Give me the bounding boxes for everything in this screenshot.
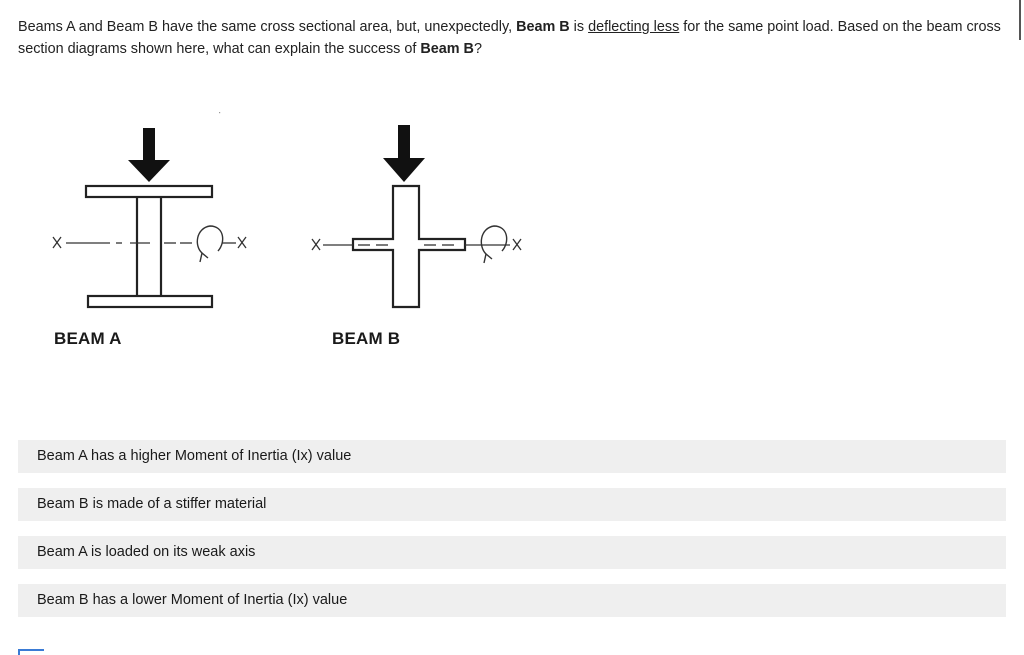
answer-option-1[interactable]	[18, 440, 1006, 473]
beam-a-label: BEAM A	[54, 329, 122, 348]
cross-beam-section	[353, 186, 465, 307]
answer-option-label: Beam B is made of a stiffer material	[37, 496, 267, 512]
rotation-arrow-icon	[197, 226, 222, 262]
question-bold-segment: Beam B	[420, 41, 474, 57]
answer-option-label: Beam A has a higher Moment of Inertia (Ix) value	[37, 448, 352, 464]
answer-option-3[interactable]	[18, 536, 1006, 569]
question-segment: is	[569, 19, 589, 35]
question-segment: Beams A and Beam B have the same cross sectional area, but, unexpectedly,	[18, 19, 517, 35]
answer-option-4[interactable]	[18, 584, 1006, 617]
scrollbar-edge	[1019, 0, 1021, 40]
stray-dot	[219, 112, 220, 113]
checkbox-icon[interactable]	[18, 649, 44, 655]
question-bold-segment: Beam B	[516, 19, 570, 35]
down-arrow-icon	[128, 128, 170, 182]
question-segment: for the same point load. Based on the beam cross section diagrams shown here, what can explain the success of	[18, 19, 1001, 57]
i-beam-section	[86, 186, 212, 307]
question-text	[18, 16, 1008, 60]
beam-cross-section-figure	[40, 100, 560, 370]
answer-option-label: Beam B has a lower Moment of Inertia (Ix) value	[37, 592, 348, 608]
beam-b-label: BEAM B	[332, 329, 401, 348]
beam-b-diagram	[312, 125, 521, 307]
question-underlined-segment: deflecting less	[588, 19, 680, 35]
question-segment: ?	[473, 41, 482, 57]
down-arrow-icon	[383, 125, 425, 182]
answer-option-2[interactable]	[18, 488, 1006, 521]
answer-option-label: Beam A is loaded on its weak axis	[37, 544, 256, 560]
beam-a-diagram	[53, 128, 246, 307]
